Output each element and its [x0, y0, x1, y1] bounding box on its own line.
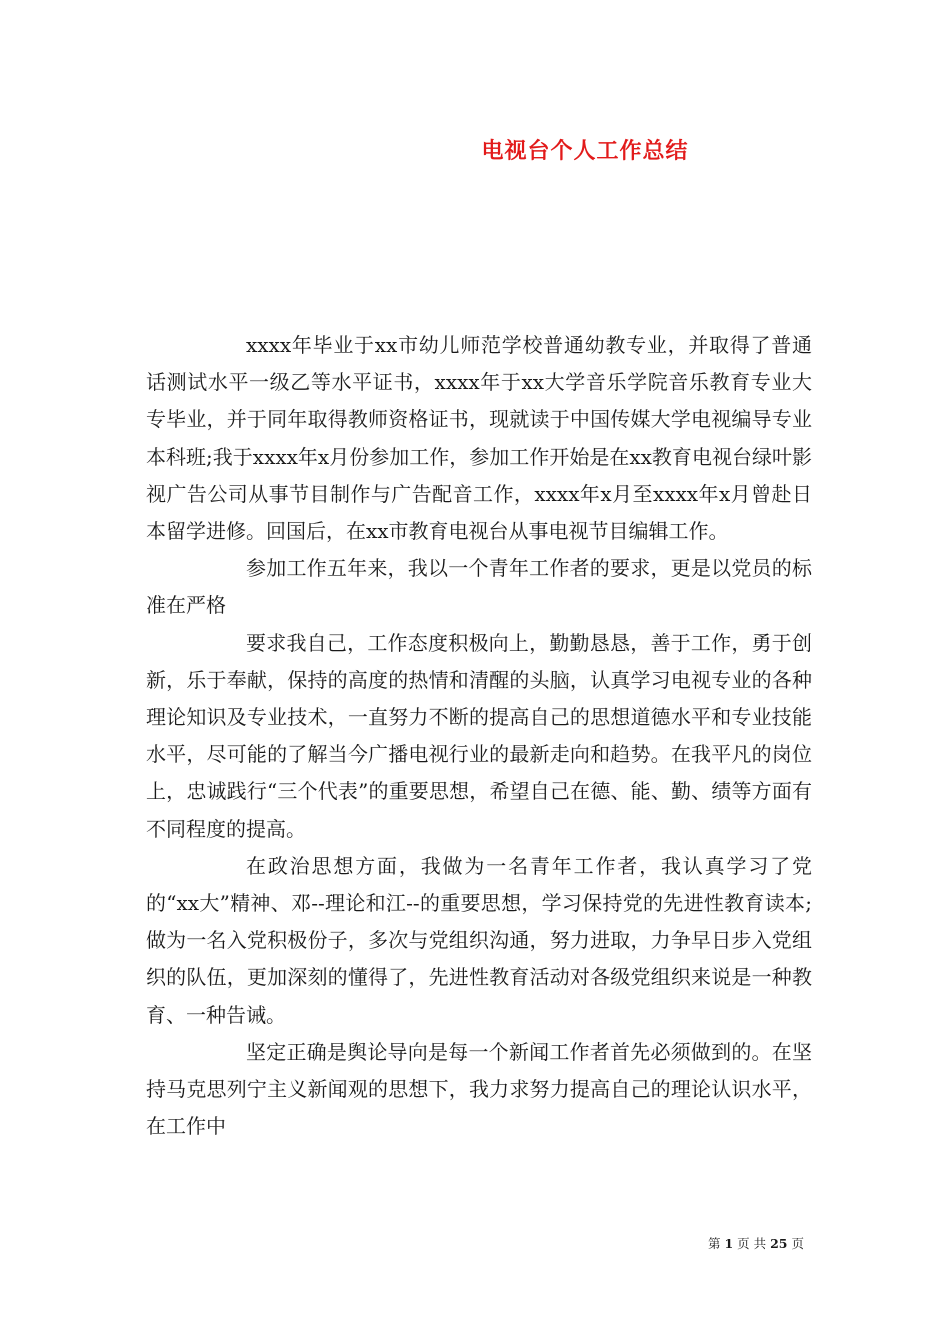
footer-prefix: 第 [707, 1236, 721, 1251]
footer-total-pages: 25 [770, 1236, 788, 1251]
paragraph-5: 坚定正确是舆论导向是每一个新闻工作者首先必须做到的。在坚持马克思列宁主义新闻观的思想下，我力求努力提高自己的理论认识水平，在工作中 [146, 1039, 812, 1139]
page-number-footer [708, 1234, 804, 1252]
footer-suffix: 页 [791, 1236, 804, 1251]
paragraph-3: 要求我自己，工作态度积极向上，勤勤恳恳，善于工作，勇于创新，乐于奉献，保持的高度的热情和清醒的头脑，认真学习电视专业的各种理论知识及专业技术，一直努力不断的提高自己的思想道德水平和专业技能水平，尽可能的了解当今广播电视行业的最新走向和趋势。在我平凡的岗位上，忠诚践行“三个代表”的重要思想，希望自己在德、能、勤、绩等方面有不同程度的提高。 [146, 630, 812, 841]
document-title: 电视台个人工作总结 [481, 138, 689, 164]
paragraph-4: 在政治思想方面，我做为一名青年工作者，我认真学习了党的“xx大”精神、邓--理论和江--的重要思想，学习保持党的先进性教育读本;做为一名入党积极份子，多次与党组织沟通，努力进取，力争早日步入党组织的队伍，更加深刻的懂得了，先进性教育活动对各级党组织来说是一种教育、一种告诫。 [146, 853, 812, 1027]
footer-middle: 页 共 [737, 1236, 767, 1251]
paragraph-2: 参加工作五年来，我以一个青年工作者的要求，更是以党员的标准在严格 [146, 556, 812, 618]
footer-current-page: 1 [724, 1236, 734, 1251]
document-body [146, 327, 812, 1145]
paragraph-1: xxxx年毕业于xx市幼儿师范学校普通幼教专业，并取得了普通话测试水平一级乙等水平证书，xxxx年于xx大学音乐学院音乐教育专业大专毕业，并于同年取得教师资格证书，现就读于中国传媒大学电视编导专业本科班;我于xxxx年x月份参加工作，参加工作开始是在xx教育电视台绿叶影视广告公司从事节目制作与广告配音工作，xxxx年x月至xxxx年x月曾赴日本留学进修。回国后，在xx市教育电视台从事电视节目编辑工作。 [146, 333, 812, 544]
